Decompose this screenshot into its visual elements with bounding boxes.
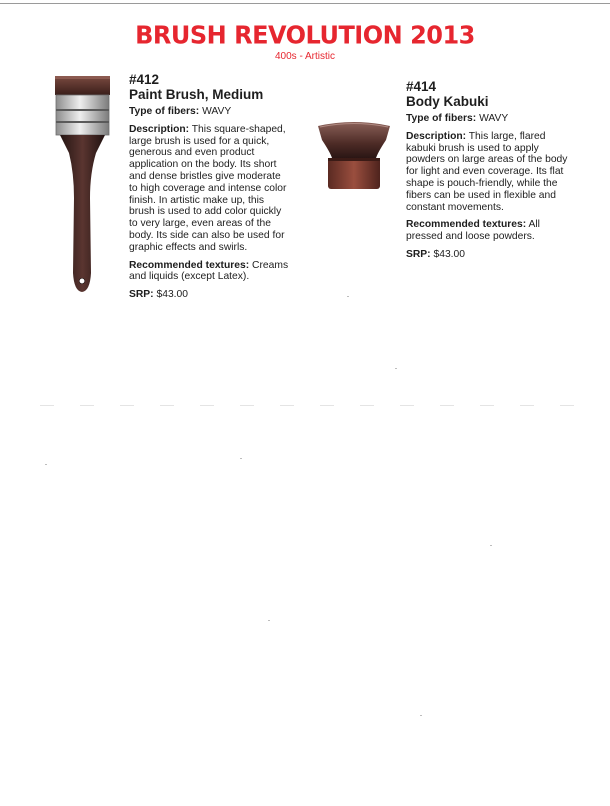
description-row: [406, 131, 576, 214]
fibers-row: [406, 113, 576, 125]
srp-label: SRP:: [129, 289, 154, 301]
description-text: This square-shaped, large brush is used for a quick, generous and even product application on the body. Its short and dense bristles give moderate to high coverage and intense color finish. In artistic make up, this brush is used to add color quickly to very large, even areas of the body. Its side can also be used for graphic effects and swirls.: [129, 123, 287, 253]
fibers-value: WAVY: [479, 113, 509, 124]
top-rule: [0, 3, 610, 4]
price-row: [406, 249, 576, 261]
product-code: #412: [129, 72, 160, 87]
kabuki-brush-image: [316, 118, 392, 197]
product-name: Body Kabuki: [406, 94, 489, 109]
fibers-label: Type of fibers:: [129, 106, 200, 117]
product-name: Paint Brush, Medium: [129, 87, 264, 102]
scan-speck: [268, 620, 270, 621]
textures-label: Recommended textures:: [406, 219, 527, 231]
textures-text: All pressed and loose powders.: [406, 219, 540, 243]
scan-speck: [347, 296, 349, 297]
textures-row: [129, 260, 291, 284]
product-code: #414: [406, 79, 437, 94]
srp-value: $43.00: [156, 289, 188, 301]
scan-artifact-line: [40, 405, 600, 406]
scan-speck: [490, 545, 492, 546]
description-text: This large, flared kabuki brush is used to apply powders on large areas of the body for light and even coverage. Its flat shape is pouch-friendly, while the fibers can be used in flexible and constant movements.: [406, 130, 568, 213]
fibers-row: [129, 106, 291, 118]
textures-label: Recommended textures:: [129, 259, 250, 271]
scan-speck: [45, 464, 47, 465]
description-label: Description:: [129, 123, 190, 135]
fibers-value: WAVY: [202, 106, 232, 117]
price-row: [129, 289, 291, 301]
product-414: [406, 80, 576, 267]
page-subtitle: 400s - Artistic: [274, 51, 336, 62]
scan-speck: [240, 458, 242, 459]
description-label: Description:: [406, 130, 467, 142]
textures-text: Creams and liquids (except Latex).: [129, 259, 289, 283]
product-412: [129, 73, 291, 307]
srp-value: $43.00: [433, 248, 465, 260]
textures-row: [406, 219, 576, 243]
scan-speck: [420, 715, 422, 716]
page-title: BRUSH REVOLUTION 2013: [135, 20, 475, 50]
srp-label: SRP:: [406, 248, 431, 260]
fibers-label: Type of fibers:: [406, 113, 477, 124]
scan-speck: [395, 368, 397, 369]
description-row: [129, 124, 291, 254]
paint-brush-image: [52, 73, 114, 302]
